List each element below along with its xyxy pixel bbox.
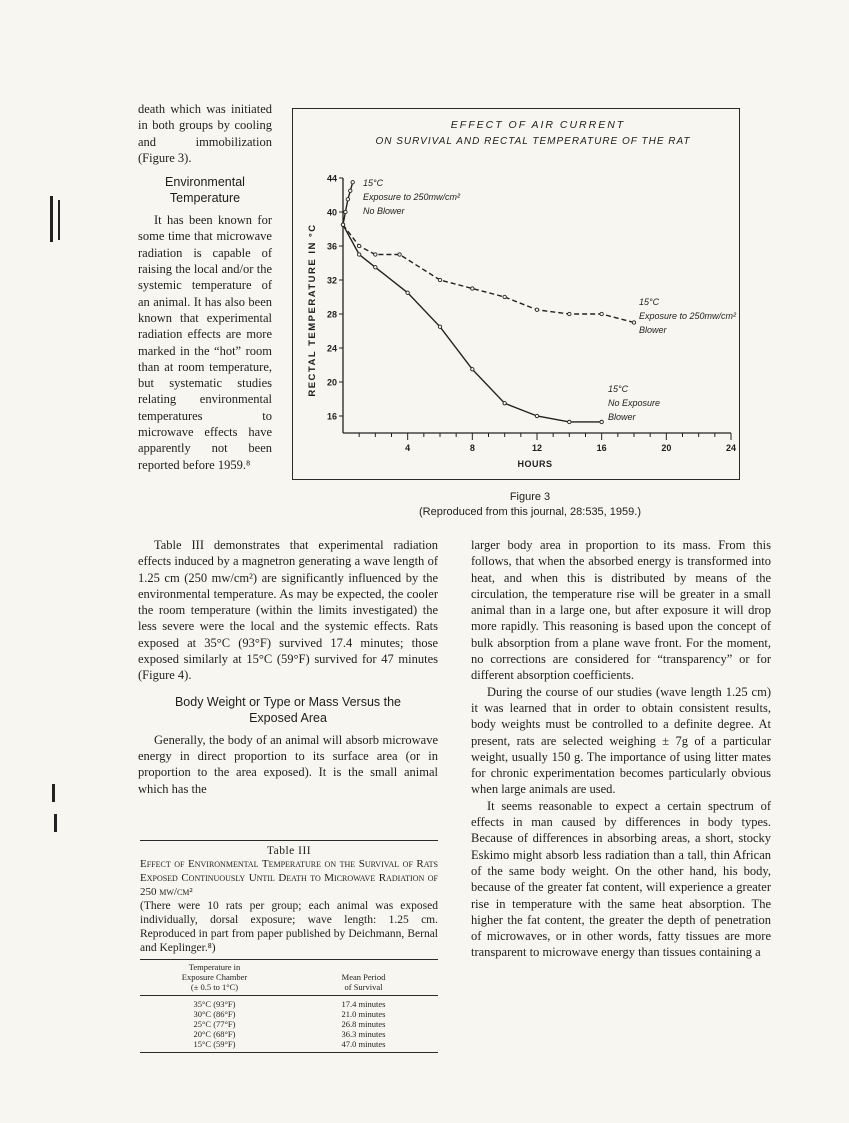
table-row [140, 1039, 438, 1053]
cell-temperature: 25°C (77°F) [193, 1019, 236, 1029]
data-point [374, 266, 377, 269]
table-row [140, 996, 438, 1010]
data-point [503, 402, 506, 405]
series-label: Exposure to 250mw/cm² [363, 192, 461, 202]
heading-line: Temperature [169, 191, 241, 206]
data-point [344, 210, 347, 213]
col-header-temperature [140, 960, 289, 996]
x-tick-label: 8 [469, 443, 475, 453]
chart-svg [293, 109, 739, 479]
data-point [471, 287, 474, 290]
y-tick-label: 24 [326, 343, 337, 354]
right-column-text [471, 537, 771, 961]
table-header-row [140, 960, 438, 996]
y-tick-label: 16 [326, 411, 337, 422]
series-label: Exposure to 250mw/cm² [639, 311, 737, 321]
data-point [438, 278, 441, 281]
figure-3-chart [292, 108, 740, 480]
cell-survival: 26.8 minutes [341, 1019, 386, 1029]
survival-table [140, 959, 438, 1053]
data-point [357, 244, 360, 247]
header-line: Exposure Chamber [181, 972, 248, 982]
data-point [535, 414, 538, 417]
heading-line: Body Weight or Type or Mass Versus the [174, 694, 402, 709]
header-line: (± 0.5 to 1°C) [190, 982, 239, 992]
series-label: 15°C [363, 178, 384, 188]
x-tick-label: 12 [531, 443, 543, 453]
heading-body-weight [138, 694, 438, 726]
x-tick-label: 24 [725, 443, 737, 453]
cell-survival: 36.3 minutes [341, 1029, 386, 1039]
binder-mark [50, 196, 53, 242]
chart-subtitle: ON SURVIVAL AND RECTAL TEMPERATURE OF THE RAT [375, 136, 691, 147]
series-line [343, 182, 353, 225]
series-line [343, 225, 634, 323]
y-tick-label: 32 [326, 275, 337, 286]
paragraph-body-area: larger body area in proportion to its mass. From this follows, that when the absorbed energy is transformed into heat, and when this is distributed by means of the circulation, the temperature rise will be greater in a small animal than in a large one, but after exposure it will drop more rapidly. This reasoning is based upon the concept of bulk absorption from a plane wave front. For the moment, no corrections are considered for “transparency” or for different absorption coefficients. [471, 538, 771, 683]
paragraph-environmental: It has been known for some time that microwave radiation is capable of raising the local and/or the systemic temperature of an animal. It has also been known that experimental radiation effects are more marked in the “hot” room than at room temperature, but systematic studies relating environmental temperatures to microwave effects have apparently not been reported before 1959.⁸ [138, 213, 272, 472]
table-label: Table III [266, 845, 312, 857]
y-tick-label: 20 [326, 377, 337, 388]
data-point [438, 325, 441, 328]
y-tick-label: 36 [326, 241, 337, 252]
y-tick-label: 40 [326, 207, 337, 218]
table-iii [140, 840, 438, 1053]
data-point [535, 308, 538, 311]
table-title: Effect of Environmental Temperature on the Survival of Rats Exposed Continuously Until Death to Microwave Radiation of 250 mw/cm² [140, 858, 438, 898]
data-point [346, 198, 349, 201]
x-axis-label: HOURS [517, 459, 553, 469]
data-point [374, 253, 377, 256]
cell-survival: 21.0 minutes [341, 1009, 386, 1019]
data-point [357, 253, 360, 256]
series-label: 15°C [639, 297, 660, 307]
cell-temperature: 35°C (93°F) [193, 999, 236, 1009]
x-tick-label: 20 [661, 443, 672, 453]
paragraph-table-summary: Table III demonstrates that experimental radiation effects induced by a magnetron generating a wave length of 1.25 cm (250 mw/cm²) are significantly influenced by the environmental temperature. As may be expected, the cooler the room temperature (within the limits investigated) the less severe were the local and the systemic effects. Rats exposed at 35°C (93°F) survived 17.4 minutes; those exposed similarly at 15°C (59°F) survived for 47 minutes (Figure 4). [138, 538, 438, 683]
heading-line: Environmental [165, 175, 245, 190]
data-point [398, 253, 401, 256]
x-tick-label: 16 [596, 443, 607, 453]
series-label: Blower [608, 412, 636, 422]
cell-temperature: 30°C (86°F) [193, 1009, 236, 1019]
series-label: No Exposure [608, 398, 661, 408]
cell-survival: 47.0 minutes [341, 1039, 386, 1049]
x-tick-label: 4 [405, 443, 411, 453]
data-point [568, 312, 571, 315]
y-tick-label: 28 [326, 309, 337, 320]
table-row [140, 1029, 438, 1039]
table-note: (There were 10 rats per group; each animal was exposed individually, dorsal exposure; wave length: 1.25 cm. Reproduced in part from paper published by Deichmann, Bernal and Keplinger.⁸) [140, 900, 438, 954]
series-label: No Blower [363, 206, 405, 216]
cell-temperature: 20°C (68°F) [193, 1029, 236, 1039]
data-point [341, 223, 344, 226]
data-point [406, 291, 409, 294]
y-tick-label: 44 [326, 173, 337, 184]
cell-survival: 17.4 minutes [341, 999, 386, 1009]
paragraph-body-weight-control: During the course of our studies (wave length 1.25 cm) it was learned that in order to obtain consistent results, body weights must be controlled to a definite degree. At present, rats are selected weighing ± 7g of a particular weight, usually 150 g. The importance of using litter mates for chronic experimentation becomes particularly obvious when large animals are used. [471, 684, 771, 797]
data-point [632, 321, 635, 324]
header-line: of Survival [344, 982, 383, 992]
data-point [351, 181, 354, 184]
col-header-survival [289, 960, 438, 996]
figure-caption [380, 490, 680, 520]
binder-mark [58, 200, 60, 240]
heading-line: Exposed Area [249, 710, 327, 725]
data-point [349, 189, 352, 192]
series-label: 15°C [608, 384, 629, 394]
table-body [140, 996, 438, 1053]
cell-temperature: 15°C (59°F) [193, 1039, 236, 1049]
data-point [600, 420, 603, 423]
series-label: Blower [639, 325, 667, 335]
binder-mark [52, 784, 55, 802]
table-row [140, 1019, 438, 1029]
left-wide-text [138, 537, 438, 797]
binder-mark [54, 814, 57, 832]
chart-title: EFFECT OF AIR CURRENT [450, 119, 626, 131]
paragraph-body-types: It seems reasonable to expect a certain spectrum of effects in man caused by differences in body types. Because of differences in absorbing areas, a short, stocky Eskimo might absorb less radiation than a tall, thin African of the same body weight. On the other hand, his body, because of the greater fat content, will experience a greater rise in temperature with the same heat absorption. The higher the fat content, the greater the depth of penetration of microwaves, or in other words, fatty tissues are more transparent to microwave energy than tissues containing a [471, 798, 771, 960]
paragraph-body-weight: Generally, the body of an animal will absorb microwave energy in direct proportion to its surface area (or in proportion to the area exposed). It is the small animal which has the [138, 732, 438, 796]
paragraph-figure-ref: death which was initiated in both groups by cooling and immobilization (Figure 3). [138, 102, 272, 165]
data-point [568, 420, 571, 423]
table-row [140, 1009, 438, 1019]
heading-environmental-temperature [138, 174, 272, 206]
caption-source: (Reproduced from this journal, 28:535, 1959.) [419, 506, 641, 518]
left-narrow-text [138, 101, 272, 473]
header-line: Temperature in [188, 962, 241, 972]
table-top-rule [140, 840, 438, 841]
y-axis-label: RECTAL TEMPERATURE IN °C [307, 223, 318, 397]
data-point [600, 312, 603, 315]
caption-title: Figure 3 [509, 491, 551, 503]
data-point [503, 295, 506, 298]
header-line: Mean Period [341, 972, 386, 982]
data-point [471, 368, 474, 371]
